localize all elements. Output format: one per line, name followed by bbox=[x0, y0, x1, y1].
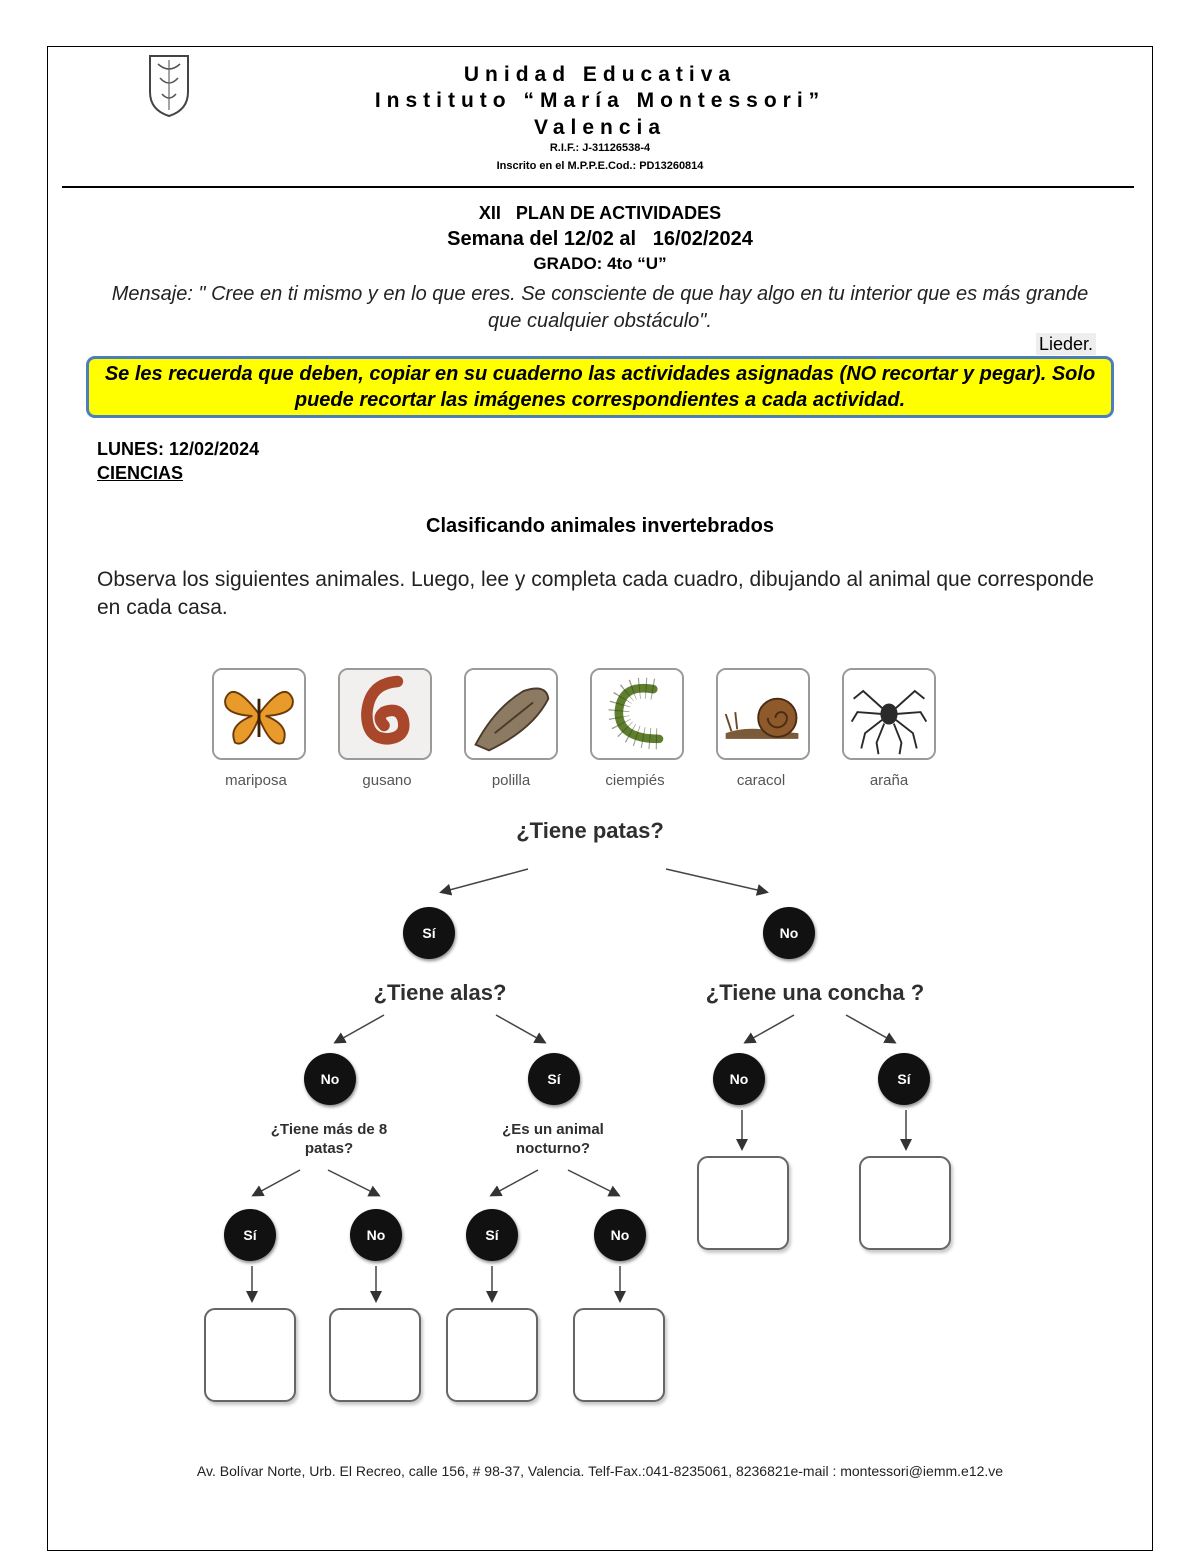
worm-icon bbox=[338, 668, 432, 760]
animal-label-mariposa: mariposa bbox=[225, 772, 287, 789]
centipede-icon bbox=[590, 668, 684, 760]
answer-box-nocturnal-yes bbox=[446, 1308, 538, 1402]
node-shell-yes: Sí bbox=[878, 1053, 930, 1105]
moth-icon bbox=[464, 668, 558, 760]
node-nocturnal-yes: Sí bbox=[466, 1209, 518, 1261]
question-nocturnal: ¿Es un animal nocturno? bbox=[502, 1121, 604, 1157]
animal-label-arana: araña bbox=[869, 772, 909, 789]
activity-title: Clasificando animales invertebrados bbox=[426, 515, 774, 537]
node-wings-yes: Sí bbox=[528, 1053, 580, 1105]
plan-grade: GRADO: 4to “U” bbox=[533, 254, 667, 273]
animal-label-gusano: gusano bbox=[362, 772, 412, 789]
answer-box-shell-no bbox=[697, 1156, 789, 1250]
animal-label-ciempies: ciempiés bbox=[605, 772, 665, 789]
animal-label-caracol: caracol bbox=[736, 772, 786, 789]
answer-box-shell-yes bbox=[859, 1156, 951, 1250]
question-has-wings: ¿Tiene alas? bbox=[373, 980, 507, 1005]
school-city: Valencia bbox=[533, 116, 667, 139]
plan-week: Semana del 12/02 al 16/02/2024 bbox=[447, 228, 753, 250]
header-divider bbox=[62, 186, 1134, 188]
question-more-than-8-legs: ¿Tiene más de 8 patas? bbox=[270, 1121, 388, 1157]
footer-address: Av. Bolívar Norte, Urb. El Recreo, calle 156, # 98-37, Valencia. Telf-Fax.:041-8235061, 8236821e-mail : montessori@iemm.e12.ve bbox=[196, 1463, 1004, 1479]
node-8legs-yes: Sí bbox=[224, 1209, 276, 1261]
node-legs-no: No bbox=[763, 907, 815, 959]
animal-label-polilla: polilla bbox=[491, 772, 531, 789]
school-name-line1: Unidad Educativa bbox=[463, 63, 737, 86]
butterfly-icon bbox=[212, 668, 306, 760]
school-name-line2: Instituto “María Montessori” bbox=[374, 89, 826, 112]
question-has-legs: ¿Tiene patas? bbox=[516, 818, 664, 843]
node-shell-no: No bbox=[713, 1053, 765, 1105]
subject-heading: CIENCIAS bbox=[97, 463, 184, 483]
node-8legs-no: No bbox=[350, 1209, 402, 1261]
node-wings-no: No bbox=[304, 1053, 356, 1105]
spider-icon bbox=[842, 668, 936, 760]
answer-box-8legs-yes bbox=[204, 1308, 296, 1402]
snail-icon bbox=[716, 668, 810, 760]
question-has-shell: ¿Tiene una concha ? bbox=[705, 980, 925, 1005]
day-heading: LUNES: 12/02/2024 bbox=[97, 439, 260, 459]
answer-box-nocturnal-no bbox=[573, 1308, 665, 1402]
school-registry: Inscrito en el M.P.P.E.Cod.: PD13260814 bbox=[496, 160, 704, 172]
reminder-notice: Se les recuerda que deben, copiar en su cuaderno las actividades asignadas (NO recortar y pegar). Solo puede recortar las imágenes correspondientes a cada actividad. bbox=[86, 356, 1114, 418]
activity-instructions: Observa los siguientes animales. Luego, lee y completa cada cuadro, dibujando al animal que corresponde en cada casa. bbox=[97, 568, 1094, 619]
motivational-message: Mensaje: " Cree en ti mismo y en lo que eres. Se consciente de que hay algo en tu interior que es más grande que cualquier obstáculo". bbox=[111, 283, 1089, 332]
message-author: Lieder. bbox=[1036, 333, 1096, 355]
node-nocturnal-no: No bbox=[594, 1209, 646, 1261]
answer-box-8legs-no bbox=[329, 1308, 421, 1402]
plan-title: XII PLAN DE ACTIVIDADES bbox=[478, 203, 722, 223]
school-rif: R.I.F.: J-31126538-4 bbox=[549, 142, 651, 154]
node-legs-yes: Sí bbox=[403, 907, 455, 959]
